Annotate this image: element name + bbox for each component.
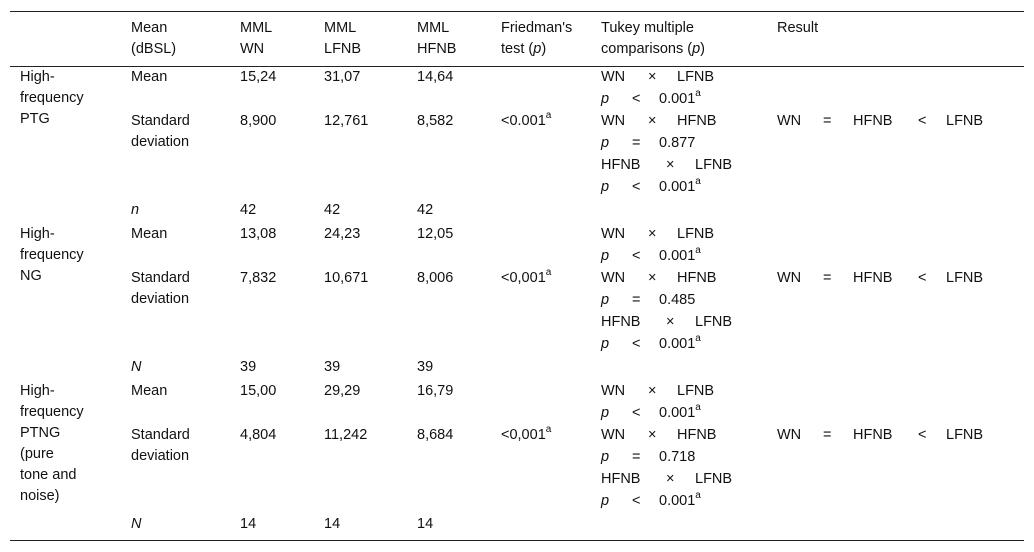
value-hfnb: 42: [417, 202, 434, 218]
value-wn: 14: [240, 516, 257, 532]
value-lfnb: 29,29: [324, 383, 361, 399]
stat-label: Mean: [131, 69, 168, 85]
header-tukey: Tukey multiple comparisons (p): [601, 20, 705, 57]
value-wn: 15,24: [240, 69, 277, 85]
friedman-p-value: <0.001$^a$: [501, 110, 552, 129]
value-wn: 4,804: [240, 427, 277, 443]
header-mean: Mean (dBSL): [131, 20, 177, 57]
result-statement: WN = HFNB < LFNB: [777, 427, 984, 443]
value-lfnb: 12,761: [324, 113, 369, 129]
header-result: Result: [777, 20, 819, 36]
header-mml-lfnb: MML LFNB: [324, 20, 362, 57]
value-wn: 15,00: [240, 383, 277, 399]
header-mml-wn: MML WN: [240, 20, 273, 57]
value-hfnb: 39: [417, 359, 434, 375]
value-hfnb: 16,79: [417, 383, 454, 399]
value-lfnb: 39: [324, 359, 341, 375]
value-wn: 42: [240, 202, 257, 218]
results-table: [10, 11, 1024, 541]
value-wn: 7,832: [240, 270, 277, 286]
group-label: High- frequency NG: [20, 226, 84, 284]
stat-label: N: [131, 359, 142, 375]
value-hfnb: 14,64: [417, 69, 454, 85]
result-statement: WN = HFNB < LFNB: [777, 113, 984, 129]
value-hfnb: 14: [417, 516, 434, 532]
value-wn: 13,08: [240, 226, 277, 242]
stat-label: Standard deviation: [131, 113, 190, 150]
value-hfnb: 8,684: [417, 427, 454, 443]
group-label: High- frequency PTG: [20, 69, 84, 127]
value-wn: 8,900: [240, 113, 277, 129]
group-label: High- frequency PTNG (pure tone and noise): [20, 383, 84, 504]
tukey-comparisons: WN × LFNB p < 0.001$^a$ WN × HFNB p = 0.485 HFNB × LFNB p < 0.001$^a$: [601, 226, 733, 352]
friedman-p-value: <0,001$^a$: [501, 267, 552, 286]
tukey-comparisons: WN × LFNB p < 0.001$^a$ WN × HFNB p = 0.718 HFNB × LFNB p < 0.001$^a$: [601, 383, 733, 509]
stat-label: N: [131, 516, 142, 532]
result-statement: WN = HFNB < LFNB: [777, 270, 984, 286]
value-lfnb: 10,671: [324, 270, 369, 286]
value-lfnb: 14: [324, 516, 341, 532]
value-hfnb: 8,006: [417, 270, 454, 286]
tukey-comparisons: WN × LFNB p < 0.001$^a$ WN × HFNB p = 0.877 HFNB × LFNB p < 0.001$^a$: [601, 69, 733, 195]
stat-label: Standard deviation: [131, 427, 190, 464]
stat-label: n: [131, 202, 140, 218]
value-lfnb: 31,07: [324, 69, 361, 85]
value-wn: 39: [240, 359, 257, 375]
stat-label: Standard deviation: [131, 270, 190, 307]
value-lfnb: 24,23: [324, 226, 361, 242]
stat-label: Mean: [131, 383, 168, 399]
header-mml-hfnb: MML HFNB: [417, 20, 457, 57]
value-lfnb: 42: [324, 202, 341, 218]
value-lfnb: 11,242: [324, 427, 368, 443]
value-hfnb: 8,582: [417, 113, 454, 129]
stat-label: Mean: [131, 226, 168, 242]
header-friedman: Friedman's test (p): [501, 20, 573, 57]
value-hfnb: 12,05: [417, 226, 454, 242]
friedman-p-value: <0,001$^a$: [501, 424, 552, 443]
